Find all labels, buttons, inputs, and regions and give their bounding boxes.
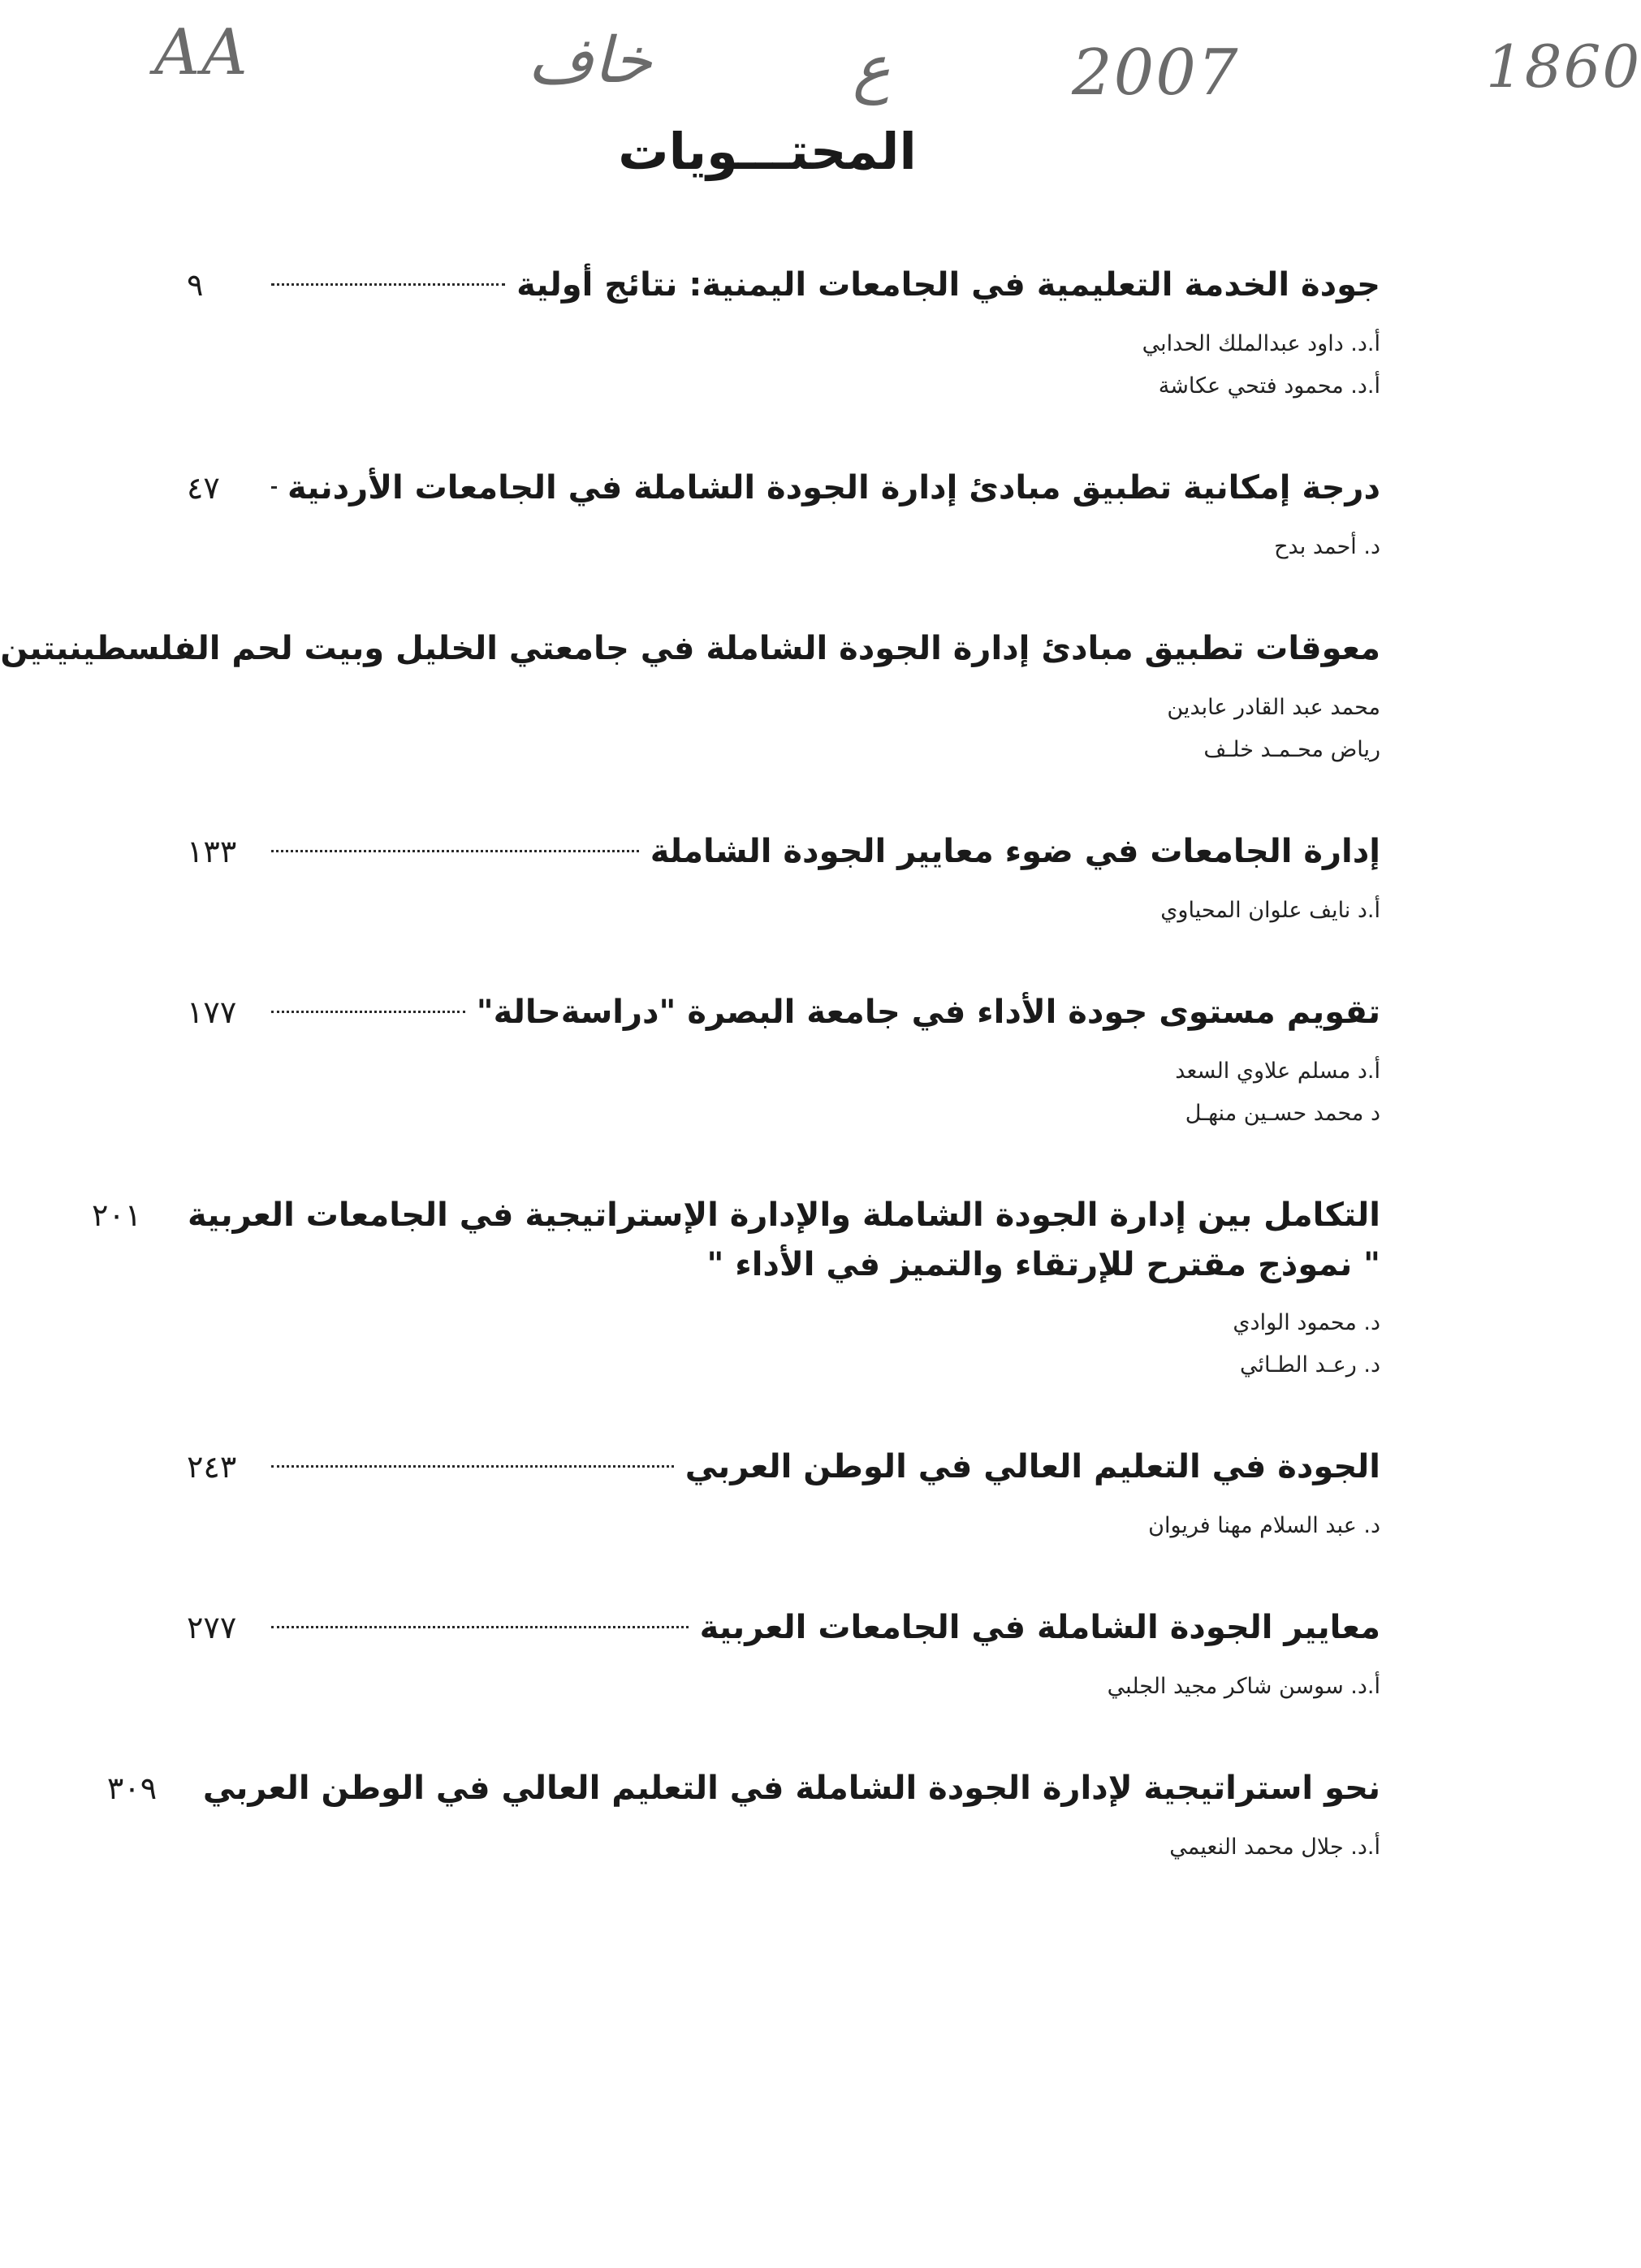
page-number: ١٧٧ — [187, 994, 237, 1030]
entry-title: معوقات تطبيق مبادئ إدارة الجودة الشاملة في جامعتي الخليل وبيت لحم الفلسطينيتين — [0, 630, 1380, 667]
dot-leader — [271, 283, 505, 286]
toc-entry[interactable] — [187, 463, 1380, 568]
entry-title: نحو استراتيجية لإدارة الجودة الشاملة في التعليم العالي في الوطن العربي — [202, 1770, 1380, 1807]
dot-leader — [271, 1465, 674, 1468]
page-number: ١٣٣ — [187, 834, 237, 869]
author-name: د. عبد السلام مهنا فريوان — [1148, 1513, 1380, 1538]
author-name: أ.د. داود عبدالملك الحدابي — [1142, 331, 1380, 356]
page-number: ٢٤٣ — [187, 1449, 237, 1485]
entry-title: درجة إمكانية تطبيق مبادئ إدارة الجودة الشاملة في الجامعات الأردنية — [287, 469, 1380, 507]
entry-title: الجودة في التعليم العالي في الوطن العربي — [684, 1448, 1380, 1485]
table-of-contents — [0, 260, 1380, 1924]
author-name: محمد عبد القادر عابدين — [1167, 695, 1380, 720]
dot-leader — [271, 850, 639, 852]
handwritten-note: 1860 — [1486, 32, 1641, 101]
toc-entry[interactable] — [91, 1190, 1380, 1386]
handwritten-note: خاف — [528, 24, 652, 97]
entry-title: إدارة الجامعات في ضوء معايير الجودة الشاملة — [650, 833, 1380, 870]
author-list — [187, 1826, 1380, 1869]
toc-entry[interactable] — [187, 826, 1380, 932]
author-list — [187, 1505, 1380, 1547]
page-number: ٤٧ — [187, 470, 220, 506]
toc-entry[interactable] — [187, 1442, 1380, 1547]
author-list — [187, 890, 1380, 932]
page-number: ٩ — [187, 267, 204, 303]
author-list — [187, 1666, 1380, 1708]
author-name: د. محمود الوادي — [1233, 1310, 1380, 1335]
page-number: ٢٠١ — [91, 1197, 142, 1233]
author-name: د. رعـد الطـائي — [1239, 1352, 1380, 1378]
author-list — [187, 687, 1380, 771]
page-number: ٣٠٩ — [106, 1770, 158, 1806]
dot-leader — [271, 1011, 465, 1013]
author-list — [187, 526, 1380, 568]
toc-entry[interactable] — [187, 987, 1380, 1135]
page-title: المحتـــويات — [618, 122, 917, 181]
author-name: د محمد حسـين منهـل — [1185, 1101, 1380, 1126]
author-list — [187, 323, 1380, 407]
handwritten-note: AA — [154, 16, 249, 89]
dot-leader — [271, 486, 276, 489]
handwritten-note: ع — [853, 32, 891, 106]
dot-leader — [271, 1626, 689, 1628]
toc-entry[interactable] — [187, 260, 1380, 407]
author-name: د. أحمد بدح — [1274, 534, 1380, 559]
toc-entry[interactable] — [0, 623, 1380, 771]
author-name: رياض محـمـد خلـف — [1203, 737, 1380, 762]
author-name: أ.د مسلم علاوي السعد — [1175, 1059, 1380, 1084]
entry-title: تقويم مستوى جودة الأداء في جامعة البصرة "دراسةحالة" — [476, 994, 1380, 1031]
author-name: أ.د نايف علوان المحياوي — [1160, 898, 1380, 923]
author-list — [187, 1302, 1380, 1386]
entry-title: معايير الجودة الشاملة في الجامعات العربية — [699, 1609, 1380, 1646]
page-number: ٢٧٧ — [187, 1610, 237, 1645]
toc-entry[interactable] — [106, 1763, 1380, 1869]
handwritten-note: 2007 — [1072, 37, 1240, 110]
author-name: أ.د. جلال محمد النعيمي — [1169, 1835, 1380, 1860]
entry-subtitle: " نموذج مقترح للإرتقاء والتميز في الأداء " — [706, 1246, 1380, 1283]
entry-title: التكامل بين إدارة الجودة الشاملة والإدارة الإستراتيجية في الجامعات العربية — [187, 1197, 1380, 1234]
toc-entry[interactable] — [187, 1602, 1380, 1708]
entry-title: جودة الخدمة التعليمية في الجامعات اليمنية: نتائج أولية — [516, 266, 1380, 304]
author-list — [187, 1050, 1380, 1135]
author-name: أ.د. سوسن شاكر مجيد الجلبي — [1107, 1674, 1380, 1699]
author-name: أ.د. محمود فتحي عكاشة — [1158, 373, 1380, 399]
